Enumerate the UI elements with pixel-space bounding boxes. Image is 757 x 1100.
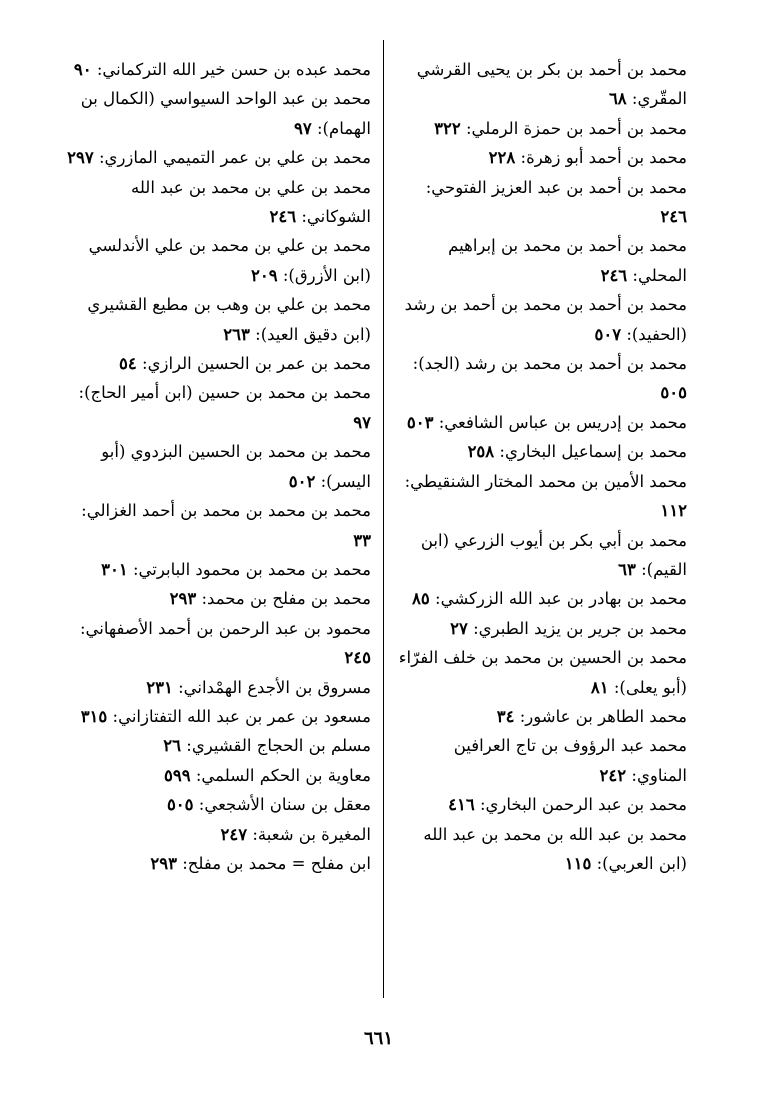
- index-entry: [67, 673, 371, 702]
- index-entry: [67, 555, 371, 584]
- entry-name: محمد بن أحمد بن بكر بن يحيى القرشي المقّري:: [416, 60, 687, 109]
- index-entry: [395, 526, 687, 585]
- index-entry: [395, 614, 687, 643]
- entry-pages: ٢٦: [163, 736, 182, 756]
- index-entry: [395, 437, 687, 466]
- index-entry: [395, 408, 687, 437]
- entry-pages: ٥٠٧: [594, 324, 622, 344]
- index-column-left: [67, 55, 371, 878]
- entry-name: معقل بن سنان الأشجعي:: [198, 795, 371, 815]
- entry-name: محمد بن محمد بن الحسين البزدوي (أبو اليسر):: [101, 442, 371, 491]
- entry-name: المغيرة بن شعبة:: [252, 824, 371, 844]
- entry-pages: ٢٤٦: [600, 265, 628, 285]
- entry-pages: ٨٥: [412, 589, 430, 609]
- entry-name: محمد بن عبد الله بن محمد بن عبد الله (ابن العربي):: [423, 824, 687, 873]
- index-entry: [67, 349, 371, 378]
- entry-name: محمد بن محمد بن محمود البابرتي:: [132, 559, 371, 579]
- entry-pages: ٢٤٥: [344, 648, 371, 668]
- entry-name: محمد بن علي بن محمد بن عبد الله الشوكاني:: [130, 177, 371, 227]
- entry-name: محمد بن جرير بن يزيد الطبري:: [473, 618, 687, 638]
- entry-pages: ٥٠٣: [406, 412, 434, 432]
- entry-name: محمد بن محمد بن محمد بن أحمد الغزالي:: [81, 501, 371, 521]
- entry-name: محمد بن أحمد بن حمزة الرملي:: [465, 118, 687, 138]
- entry-pages: ٥٠٢: [288, 471, 316, 491]
- entry-name: محمد بن علي بن وهب بن مطيع القشيري (ابن دقيق العيد):: [87, 295, 371, 344]
- index-entry: [395, 231, 687, 290]
- entry-name: محمد عبده بن حسن خير الله التركماني:: [96, 60, 371, 79]
- entry-pages: ٢٥٨: [467, 442, 495, 462]
- entry-name: محمد بن إدريس بن عباس الشافعي:: [438, 412, 687, 432]
- entry-name: محمد بن محمد بن حسين (ابن أمير الحاج):: [78, 383, 371, 403]
- entry-name: محمد بن أحمد بن عبد العزيز الفتوحي:: [425, 177, 687, 197]
- entry-name: محمد بن عبد الواحد السيواسي (الكمال بن الهمام):: [80, 89, 371, 138]
- index-entry: [395, 114, 687, 143]
- entry-name: محمد بن أحمد بن محمد بن إبراهيم المحلي:: [448, 236, 687, 285]
- entry-pages: ٥٩٩: [164, 765, 191, 785]
- column-divider: [383, 40, 384, 998]
- index-entry: [395, 55, 687, 114]
- index-entry: [395, 467, 687, 526]
- index-entry: [67, 231, 371, 290]
- index-entry: [395, 702, 687, 731]
- entry-name: مسعود بن عمر بن عبد الله التفتازاني:: [112, 706, 371, 726]
- entry-pages: ٦٨: [608, 89, 627, 109]
- entry-pages: ١١٢: [660, 501, 687, 521]
- entry-name: محمد بن الحسين بن محمد بن خلف الفرّاء (أبو يعلى):: [398, 648, 687, 697]
- entry-name: محمد بن عبد الرحمن البخاري:: [479, 795, 687, 815]
- index-entry: [395, 731, 687, 790]
- entry-name: محمد الأمين بن محمد المختار الشنقيطي:: [404, 471, 687, 491]
- entry-pages: ٦٣: [618, 559, 636, 579]
- entry-pages: ٢٧: [450, 618, 468, 638]
- index-entry: [67, 584, 371, 613]
- entry-pages: ٩٧: [353, 412, 371, 432]
- index-entry: [395, 143, 687, 172]
- entry-name: محمد عبد الرؤوف بن تاج العرافين المناوي:: [453, 736, 687, 785]
- index-entry: [67, 84, 371, 143]
- index-entry: [67, 437, 371, 496]
- entry-name: محمد بن أبي بكر بن أيوب الزرعي (ابن القيم):: [420, 530, 687, 579]
- index-entry: [395, 820, 687, 879]
- entry-pages: ١١٥: [564, 853, 592, 873]
- entry-pages: ٢٢٨: [488, 148, 516, 168]
- page-number: ٦٦١: [363, 1028, 393, 1049]
- entry-name: محمد بن بهادر بن عبد الله الزركشي:: [435, 589, 687, 609]
- entry-name: محمد بن علي بن عمر التميمي المازري:: [98, 148, 371, 168]
- entry-pages: ٢٩٧: [67, 148, 94, 168]
- entry-name: محمد بن أحمد بن محمد بن رشد (الجد):: [412, 354, 687, 374]
- entry-pages: ٢٣١: [146, 677, 173, 697]
- index-entry: [67, 55, 371, 84]
- index-entry: [67, 820, 371, 849]
- index-entry: [67, 496, 371, 555]
- entry-name: مسروق بن الأجدع الهمْداني:: [178, 677, 371, 697]
- index-entry: [67, 702, 371, 731]
- entry-pages: ٣٠١: [101, 559, 128, 579]
- entry-pages: ٢٩٣: [150, 853, 177, 873]
- index-entry: [395, 290, 687, 349]
- entry-name: محمد بن إسماعيل البخاري:: [499, 442, 687, 462]
- entry-pages: ٣٣: [353, 530, 371, 550]
- entry-name: محمد بن عمر بن الحسين الرازي:: [142, 354, 371, 374]
- index-entry: [67, 290, 371, 349]
- entry-name: مسلم بن الحجاج القشيري:: [186, 736, 371, 756]
- entry-name: محمد بن علي بن محمد بن علي الأندلسي (ابن الأزرق):: [88, 236, 371, 285]
- entry-pages: ٣٢٢: [434, 118, 461, 138]
- index-entry: [395, 584, 687, 613]
- index-entry: [67, 614, 371, 673]
- index-entry: [67, 143, 371, 172]
- entry-pages: ٥٠٥: [660, 383, 687, 403]
- entry-name: محمود بن عبد الرحمن بن أحمد الأصفهاني:: [79, 618, 371, 638]
- entry-pages: ٢٤٧: [220, 824, 248, 844]
- index-column-right: [395, 55, 687, 878]
- index-entry: [67, 790, 371, 819]
- entry-pages: ٩٧: [294, 118, 312, 138]
- entry-pages: ٥٤: [119, 354, 137, 374]
- index-entry: [395, 349, 687, 408]
- index-entry: [67, 731, 371, 760]
- entry-pages: ٢٤٢: [599, 765, 627, 785]
- entry-pages: ٣٤: [496, 706, 515, 726]
- index-entry: [395, 173, 687, 232]
- index-entry: [395, 643, 687, 702]
- entry-name: ابن مفلح = محمد بن مفلح:: [182, 853, 371, 873]
- entry-pages: ٢٩٣: [169, 589, 197, 609]
- entry-name: معاوية بن الحكم السلمي:: [195, 765, 371, 785]
- entry-name: محمد الطاهر بن عاشور:: [519, 706, 687, 726]
- entry-pages: ٩٠: [73, 60, 92, 79]
- entry-name: محمد بن مفلح بن محمد:: [201, 589, 371, 609]
- index-entry: [395, 790, 687, 819]
- index-entry: [67, 378, 371, 437]
- entry-pages: ٤١٦: [448, 795, 475, 815]
- entry-pages: ٥٠٥: [166, 795, 194, 815]
- entry-pages: ٢٤٦: [269, 207, 297, 227]
- index-entry: [67, 849, 371, 878]
- entry-name: محمد بن أحمد بن محمد بن أحمد بن رشد (الحفيد):: [404, 295, 687, 344]
- entry-pages: ٣١٥: [80, 706, 108, 726]
- entry-pages: ٢٦٣: [223, 324, 250, 344]
- entry-pages: ٨١: [590, 677, 609, 697]
- entry-name: محمد بن أحمد أبو زهرة:: [520, 148, 687, 168]
- index-entry: [67, 173, 371, 232]
- entry-pages: ٢٤٦: [660, 207, 687, 227]
- entry-pages: ٢٠٩: [251, 265, 278, 285]
- index-entry: [67, 761, 371, 790]
